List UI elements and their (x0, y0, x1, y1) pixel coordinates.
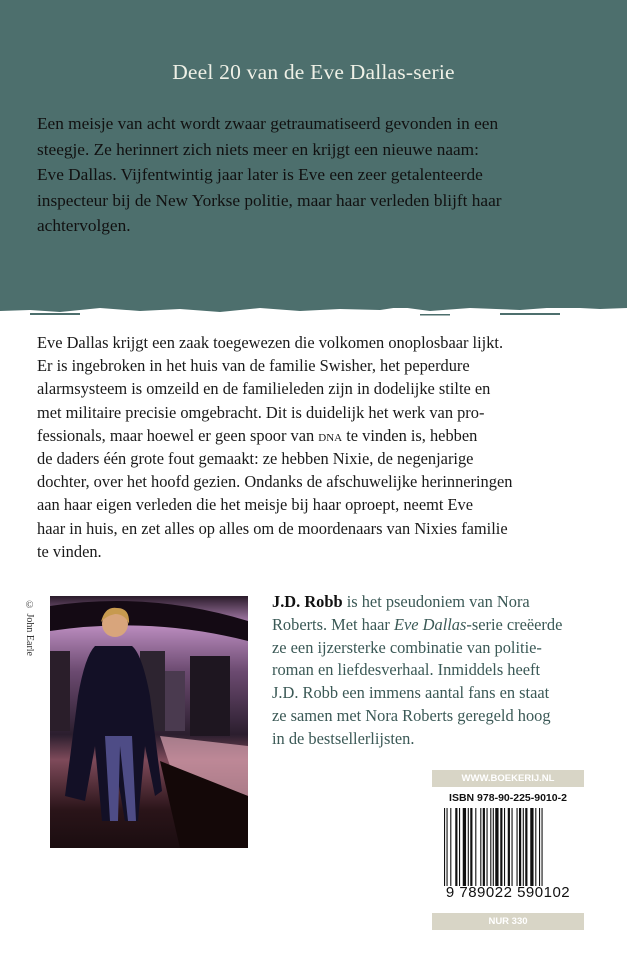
bio-text-segment: is het pseudoniem van Nora (342, 592, 530, 611)
barcode-bar (490, 808, 491, 886)
bio-line: ze een ijzersterke combinatie van politie- (272, 637, 542, 657)
barcode-bar (459, 808, 460, 886)
barcode-bar (483, 808, 485, 886)
intro-text (37, 111, 597, 239)
barcode-bar (508, 808, 510, 886)
synopsis-line: Eve Dallas krijgt een zaak toegewezen die volkomen onoplosbaar lijkt. (37, 333, 504, 352)
barcode-bar (539, 808, 540, 886)
publisher-website: WWW.BOEKERIJ.NL (432, 770, 584, 787)
dna-word: dna (318, 425, 343, 445)
synopsis-line: alarmsysteem is omzeild en de familieleden zijn in dodelijke stilte en (37, 379, 491, 399)
barcode-bar (455, 808, 457, 886)
intro-line: steegje. Ze herinnert zich niets meer en krijgt een nieuwe naam: (37, 139, 479, 159)
series-title: Deel 20 van de Eve Dallas-serie (172, 60, 455, 84)
barcode-bar (468, 808, 469, 886)
series-name: Eve Dallas (394, 614, 467, 634)
author-bio (272, 591, 612, 751)
synopsis-line: aan haar eigen verleden die het meisje bij haar oproept, neemt Eve (37, 495, 473, 515)
synopsis-text-segment: te vinden is, hebben (342, 425, 478, 445)
barcode-bar (500, 808, 502, 886)
barcode-bar (495, 808, 498, 886)
isbn-label: ISBN 978-90-225-9010-2 (449, 792, 567, 804)
author-photo-illustration (50, 596, 248, 848)
barcode-bar (504, 808, 505, 886)
nur-code: NUR 330 (432, 913, 584, 930)
synopsis-line: te vinden. (37, 541, 102, 561)
barcode-bar (525, 808, 527, 886)
barcode-bar (480, 808, 481, 886)
barcode-bar (450, 808, 451, 886)
intro-line: inspecteur bij de New Yorkse politie, maar haar verleden blijft haar (37, 190, 502, 210)
barcode-bar (542, 808, 543, 886)
intro-line: Een meisje van acht wordt zwaar getraumatiseerd gevonden in een (37, 114, 499, 133)
bio-line: roman en liefdesverhaal. Inmiddels heeft (272, 660, 541, 680)
barcode-bar (470, 808, 472, 886)
bio-line: ze samen met Nora Roberts geregeld hoog (272, 705, 551, 725)
synopsis-line: Er is ingebroken in het huis van de familie Swisher, het peperdure (37, 356, 470, 376)
bio-text-segment: Roberts. Met haar (272, 614, 394, 634)
barcode-bar (512, 808, 513, 886)
bio-line: in de bestsellerlijsten. (272, 728, 415, 748)
synopsis-line: met militaire precisie omgebracht. Dit is duidelijk het werk van pro- (37, 402, 485, 422)
synopsis-line: haar in huis, en zet alles op alles om de moordenaars van Nixies familie (37, 518, 508, 538)
author-photo (50, 596, 248, 848)
barcode-bar (487, 808, 488, 886)
synopsis-text-segment: fessionals, maar hoewel er geen spoor van (37, 425, 319, 445)
bio-text-segment: -serie creëerde (466, 614, 563, 634)
bio-line (272, 591, 612, 614)
barcode-bar (519, 808, 521, 886)
synopsis-line: dochter, over het hoofd gezien. Ondanks de afschuwelijke herinneringen (37, 472, 513, 492)
torn-edge (0, 300, 627, 320)
barcode-bar (463, 808, 466, 886)
author-name: J.D. Robb (272, 592, 343, 611)
synopsis-text (37, 331, 597, 563)
barcode-digits: 9 789022 590102 (445, 884, 571, 901)
photo-credit: © John Earle (24, 600, 35, 656)
barcode-bars (444, 808, 574, 886)
barcode-bar (444, 808, 445, 886)
barcode-bar (493, 808, 494, 886)
barcode-bar (535, 808, 536, 886)
synopsis-line (37, 424, 597, 447)
intro-line: Eve Dallas. Vijfentwintig jaar later is Eve een zeer getalenteerde (37, 165, 483, 185)
intro-line: achtervolgen. (37, 216, 131, 236)
barcode-bar (530, 808, 533, 886)
barcode-bar (523, 808, 524, 886)
barcode-bar (447, 808, 448, 886)
bio-line: J.D. Robb een immens aantal fans en staat (272, 683, 550, 703)
barcode-block (432, 770, 584, 930)
barcode-bar (517, 808, 518, 886)
synopsis-line: de daders één grote fout gemaakt: ze hebben Nixie, de negenjarige (37, 449, 474, 469)
bio-line (272, 614, 612, 637)
barcode-bar (475, 808, 476, 886)
